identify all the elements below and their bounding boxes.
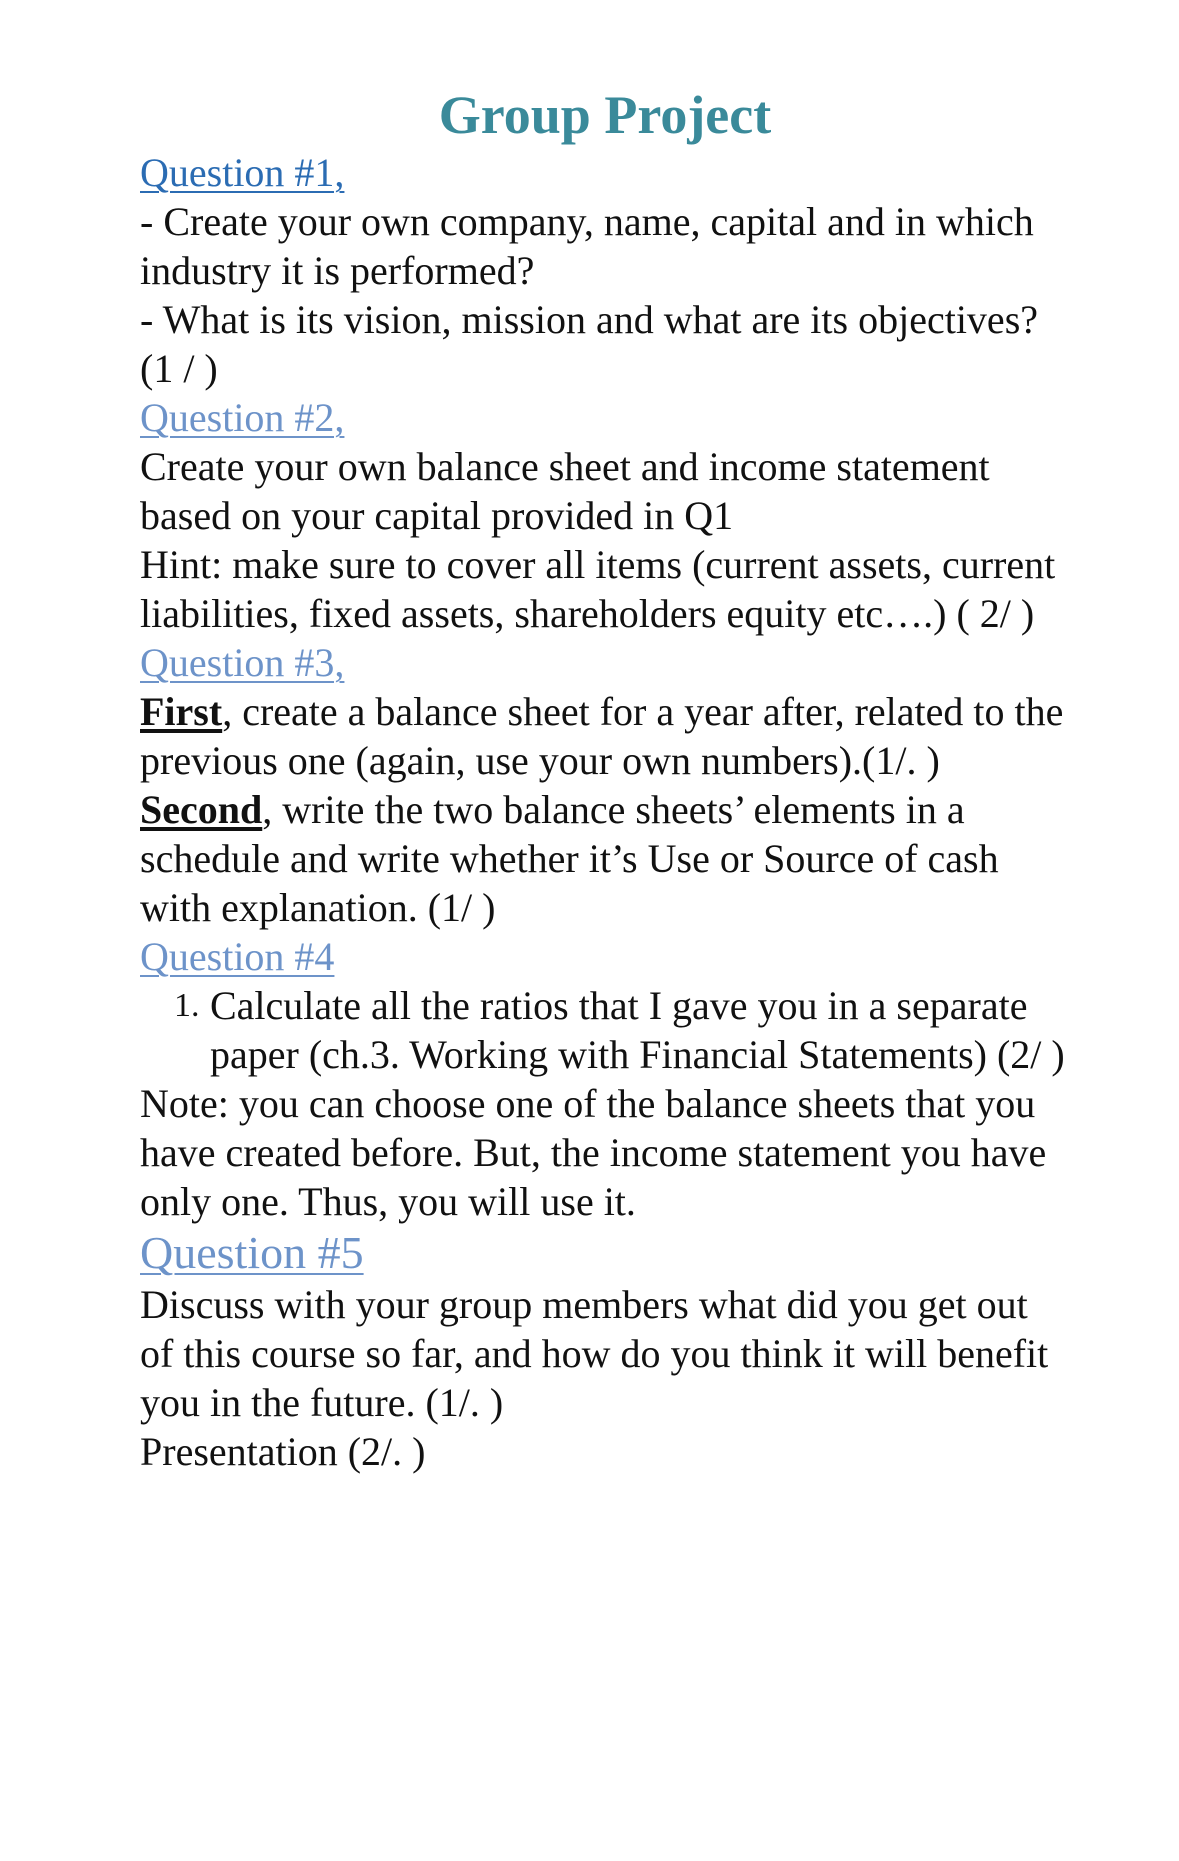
second-text: , write the two balance sheets’ elements in a schedule and write whether it’s Use or Source of cash with explanation. (1/ )	[140, 787, 999, 930]
question-1-line-2: - What is its vision, mission and what are its objectives? (1 / )	[140, 297, 1039, 391]
question-2-hint: Hint: make sure to cover all items (current assets, current liabilities, fixed assets, shareholders equity etc….) ( 2/ )	[140, 542, 1056, 636]
question-3-link[interactable]: Question #3,	[140, 640, 345, 685]
second-label: Second	[140, 787, 263, 832]
question-4-link[interactable]: Question #4	[140, 934, 335, 979]
question-2-line-1: Create your own balance sheet and income statement based on your capital provided in Q1	[140, 444, 990, 538]
question-5-text: Discuss with your group members what did you get out of this course so far, and how do you think it will benefit you in the future. (1/. )	[140, 1282, 1049, 1425]
first-text: , create a balance sheet for a year after, related to the previous one (again, use your own numbers).(1/. )	[140, 689, 1064, 783]
question-1-link[interactable]: Question #1,	[140, 150, 345, 195]
list-item-text: Calculate all the ratios that I gave you in a separate paper (ch.3. Working with Financial Statements) (2/ )	[210, 983, 1065, 1077]
list-item-number: 1.	[174, 987, 200, 1024]
question-1-line-1: - Create your own company, name, capital and in which industry it is performed?	[140, 199, 1034, 293]
page-title: Group Project	[438, 85, 772, 145]
question-5-link[interactable]: Question #5	[140, 1227, 364, 1278]
first-label: First	[140, 689, 223, 734]
list-item	[140, 981, 1070, 1079]
question-3-second-paragraph	[140, 785, 1070, 932]
document-content	[140, 82, 1070, 1476]
question-4-list	[140, 981, 1070, 1079]
presentation-line: Presentation (2/. )	[140, 1429, 426, 1474]
question-2-link[interactable]: Question #2,	[140, 395, 345, 440]
question-4-note: Note: you can choose one of the balance sheets that you have created before. But, the income statement you have only one. Thus, you will use it.	[140, 1081, 1047, 1224]
question-3-first-paragraph	[140, 687, 1070, 785]
